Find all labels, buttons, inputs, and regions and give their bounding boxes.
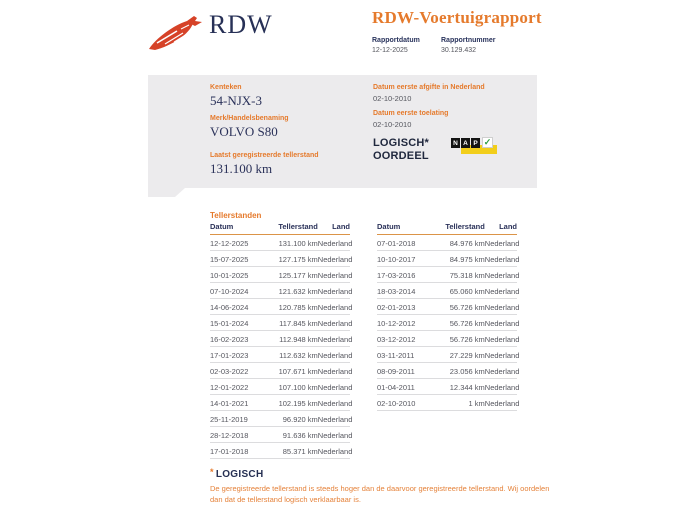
- row-tellerstand: 96.920 km: [282, 414, 318, 424]
- row-tellerstand: 102.195 km: [278, 398, 318, 408]
- table-row: [210, 427, 353, 443]
- row-datum: 08-09-2011: [377, 366, 415, 376]
- col-header-datum: Datum: [377, 222, 401, 231]
- row-datum: 17-03-2016: [377, 270, 416, 280]
- footnote-title: LOGISCH: [215, 469, 264, 480]
- row-land: Nederland: [484, 270, 520, 280]
- report-meta: [372, 37, 497, 54]
- table-row: [377, 283, 520, 299]
- row-land: Nederland: [484, 350, 520, 360]
- eerste-toelating-label: Datum eerste toelating: [373, 110, 449, 117]
- row-land: Nederland: [317, 414, 353, 424]
- table-row: [210, 283, 353, 299]
- row-datum: 07-01-2018: [377, 238, 416, 248]
- row-datum: 28-12-2018: [210, 430, 249, 440]
- merk-value: VOLVO S80: [210, 124, 278, 139]
- row-datum: 02-10-2010: [377, 398, 416, 408]
- eerste-toelating-value: 02-10-2010: [373, 120, 412, 129]
- row-land: Nederland: [484, 286, 520, 296]
- row-datum: 02-01-2013: [377, 302, 416, 312]
- table-row: [377, 267, 520, 283]
- row-land: Nederland: [317, 302, 353, 312]
- row-tellerstand: 84.975 km: [449, 254, 485, 264]
- nap-logo: [451, 136, 499, 158]
- footnote-heading: [210, 467, 263, 480]
- table-row: [210, 299, 353, 315]
- table-row: [210, 251, 353, 267]
- row-land: Nederland: [317, 398, 353, 408]
- col-header-land: Land: [499, 222, 517, 231]
- tellerstanden-title: Tellerstanden: [210, 211, 262, 220]
- table-row: [210, 379, 353, 395]
- table-row: [210, 235, 353, 251]
- table-row: [377, 363, 520, 379]
- row-land: Nederland: [317, 430, 353, 440]
- row-datum: 02-03-2022: [210, 366, 249, 376]
- nap-letter-p: P: [471, 138, 480, 148]
- table-row: [377, 395, 520, 411]
- footnote-asterisk: *: [210, 467, 214, 477]
- row-tellerstand: 107.100 km: [278, 382, 318, 392]
- tellerstanden-table-right: [377, 222, 520, 411]
- table-header: [377, 222, 517, 235]
- table-row: [210, 443, 353, 459]
- table-row: [377, 331, 520, 347]
- row-tellerstand: 131.100 km: [278, 238, 318, 248]
- row-tellerstand: 125.177 km: [278, 270, 318, 280]
- eerste-afgifte-value: 02-10-2010: [373, 94, 412, 103]
- row-datum: 03-11-2011: [377, 350, 415, 360]
- report-number-label: Rapportnummer: [441, 37, 496, 44]
- row-datum: 25-11-2019: [210, 414, 248, 424]
- table-row: [210, 331, 353, 347]
- row-tellerstand: 121.632 km: [278, 286, 318, 296]
- row-datum: 14-06-2024: [210, 302, 249, 312]
- oordeel-line2: OORDEEL: [373, 149, 429, 162]
- row-datum: 07-10-2024: [210, 286, 249, 296]
- row-tellerstand: 23.056 km: [449, 366, 485, 376]
- footnote-text: De geregistreerde tellerstand is steeds hoger dan de daarvoor geregistreerde tellerstand. Wij oordelen dan dat de tellerstand logisch verklaarbaar is.: [210, 484, 550, 505]
- row-datum: 10-10-2017: [377, 254, 416, 264]
- row-datum: 15-07-2025: [210, 254, 249, 264]
- report-date-label: Rapportdatum: [372, 37, 420, 44]
- report-title: RDW-Voertuigrapport: [372, 8, 542, 27]
- col-header-tellerstand: Tellerstand: [278, 222, 318, 231]
- row-land: Nederland: [484, 334, 520, 344]
- row-tellerstand: 27.229 km: [449, 350, 485, 360]
- col-header-land: Land: [332, 222, 350, 231]
- table-row: [377, 315, 520, 331]
- row-tellerstand: 117.845 km: [279, 318, 318, 328]
- table-row: [377, 251, 520, 267]
- row-datum: 03-12-2012: [377, 334, 416, 344]
- row-datum: 18-03-2014: [377, 286, 416, 296]
- report-number-value: 30.129.432: [441, 47, 477, 54]
- table-row: [210, 315, 353, 331]
- row-land: Nederland: [317, 334, 353, 344]
- row-tellerstand: 56.726 km: [449, 302, 485, 312]
- row-datum: 12-12-2025: [210, 238, 249, 248]
- oordeel-line1: LOGISCH*: [373, 137, 429, 149]
- row-land: Nederland: [317, 382, 353, 392]
- laatste-tellerstand-label: Laatst geregistreerde tellerstand: [210, 152, 319, 159]
- row-tellerstand: 75.318 km: [449, 270, 485, 280]
- rdw-wordmark: RDW: [209, 10, 273, 39]
- row-tellerstand: 107.671 km: [278, 366, 318, 376]
- table-row: [377, 379, 520, 395]
- row-land: Nederland: [317, 366, 353, 376]
- kenteken-value: 54-NJX-3: [210, 93, 262, 108]
- row-tellerstand: 12.344 km: [449, 382, 485, 392]
- nap-checkmark-icon: ✓: [483, 137, 492, 147]
- nap-letter-n: N: [451, 138, 460, 148]
- row-land: Nederland: [484, 366, 520, 376]
- row-datum: 17-01-2023: [210, 350, 249, 360]
- row-tellerstand: 1 km: [468, 398, 485, 408]
- laatste-tellerstand-value: 131.100 km: [210, 161, 273, 176]
- col-header-tellerstand: Tellerstand: [445, 222, 485, 231]
- row-tellerstand: 112.948 km: [279, 334, 318, 344]
- row-tellerstand: 91.636 km: [282, 430, 318, 440]
- row-tellerstand: 65.060 km: [449, 286, 485, 296]
- table-row: [210, 363, 353, 379]
- row-datum: 10-01-2025: [210, 270, 249, 280]
- row-land: Nederland: [317, 270, 353, 280]
- row-datum: 15-01-2024: [210, 318, 249, 328]
- merk-label: Merk/Handelsbenaming: [210, 115, 289, 122]
- row-land: Nederland: [317, 446, 353, 456]
- report-header: [372, 8, 542, 28]
- table-row: [210, 395, 353, 411]
- table-row: [377, 347, 520, 363]
- row-land: Nederland: [484, 238, 520, 248]
- row-land: Nederland: [484, 398, 520, 408]
- table-header: [210, 222, 350, 235]
- row-datum: 12-01-2022: [210, 382, 249, 392]
- row-land: Nederland: [484, 382, 520, 392]
- row-datum: 10-12-2012: [377, 318, 416, 328]
- row-datum: 16-02-2023: [210, 334, 249, 344]
- table-row: [210, 267, 353, 283]
- row-land: Nederland: [317, 238, 353, 248]
- nap-letter-a: A: [461, 138, 470, 148]
- table-row: [377, 299, 520, 315]
- row-land: Nederland: [484, 302, 520, 312]
- row-land: Nederland: [317, 286, 353, 296]
- row-land: Nederland: [317, 254, 353, 264]
- row-tellerstand: 84.976 km: [449, 238, 485, 248]
- row-tellerstand: 127.175 km: [278, 254, 318, 264]
- row-land: Nederland: [317, 350, 353, 360]
- col-header-datum: Datum: [210, 222, 234, 231]
- row-tellerstand: 56.726 km: [449, 318, 485, 328]
- report-date-value: 12-12-2025: [372, 47, 408, 54]
- row-tellerstand: 56.726 km: [449, 334, 485, 344]
- kenteken-label: Kenteken: [210, 84, 242, 91]
- rdw-bird-logo-icon: [147, 9, 207, 55]
- tellerstanden-table-left: [210, 222, 353, 459]
- table-row: [210, 347, 353, 363]
- row-land: Nederland: [484, 254, 520, 264]
- row-tellerstand: 120.785 km: [278, 302, 318, 312]
- table-row: [377, 235, 520, 251]
- row-datum: 14-01-2021: [210, 398, 249, 408]
- row-datum: 17-01-2018: [210, 446, 249, 456]
- row-tellerstand: 85.371 km: [282, 446, 318, 456]
- eerste-afgifte-label: Datum eerste afgifte in Nederland: [373, 84, 485, 91]
- row-tellerstand: 112.632 km: [279, 350, 318, 360]
- table-row: [210, 411, 353, 427]
- row-land: Nederland: [317, 318, 353, 328]
- row-land: Nederland: [484, 318, 520, 328]
- vehicle-summary-card: [148, 75, 537, 188]
- row-datum: 01-04-2011: [377, 382, 415, 392]
